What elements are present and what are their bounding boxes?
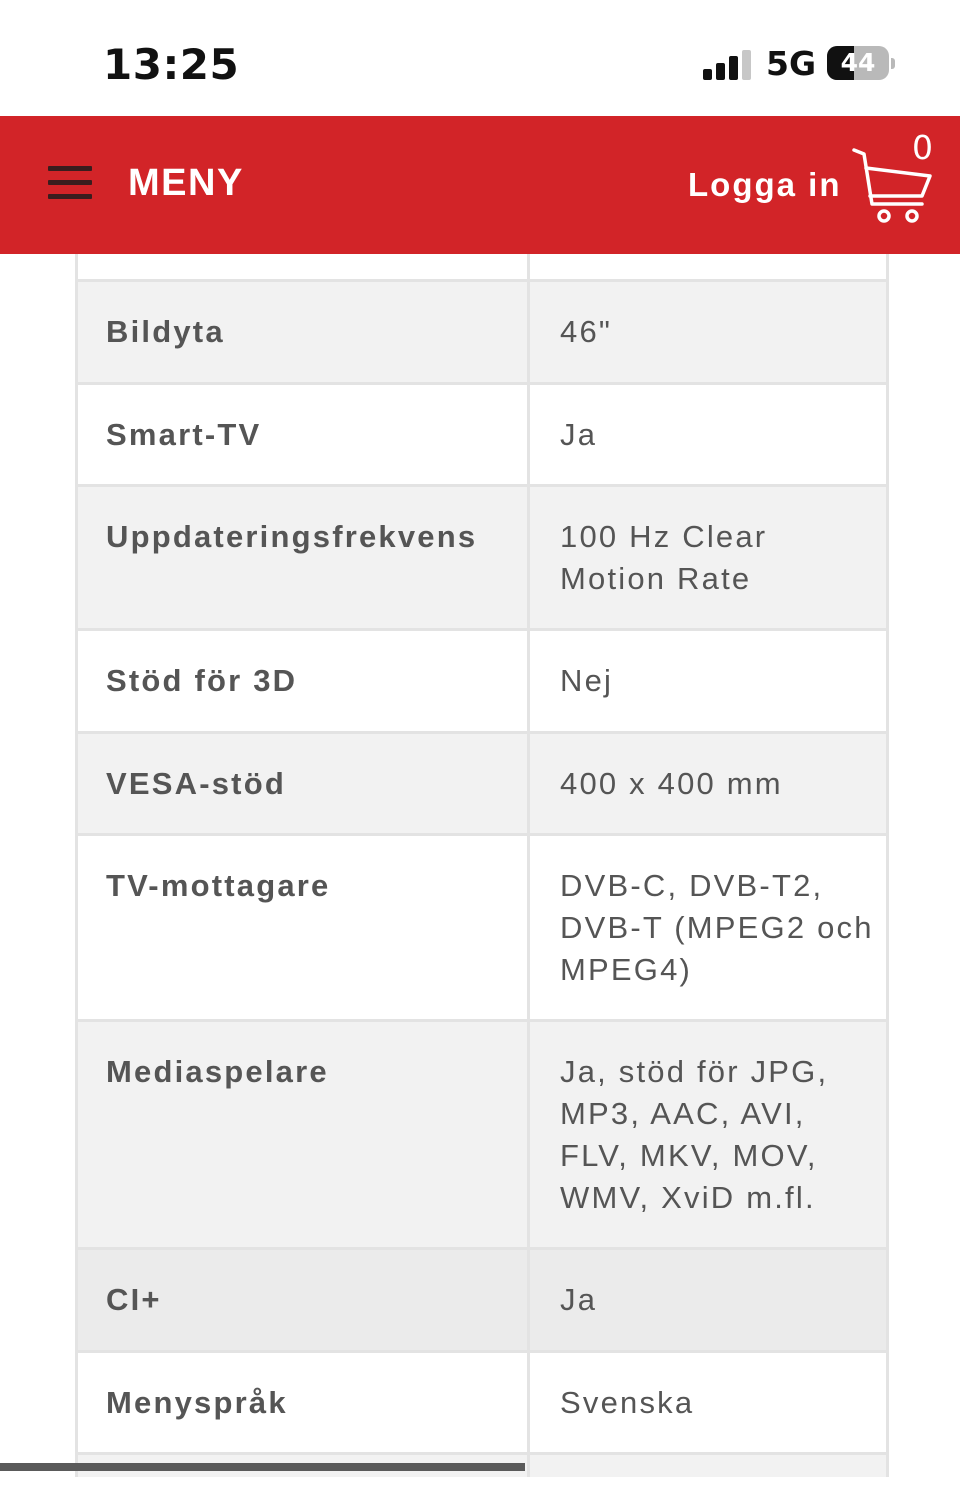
spec-value: 100 Hz Clear Motion Rate	[529, 485, 888, 629]
status-time: 13:25	[103, 40, 240, 89]
site-header	[0, 116, 960, 254]
spec-label: Smart-TV	[77, 383, 529, 485]
spec-label: CI+	[77, 1248, 529, 1351]
spec-label: Bildyta	[77, 280, 529, 383]
horizontal-scrollbar[interactable]	[0, 1463, 525, 1471]
table-row	[77, 383, 888, 485]
shopping-cart-icon	[850, 146, 934, 228]
cellular-signal-icon	[703, 50, 751, 80]
spec-label: Stöd för 3D	[77, 629, 529, 732]
spec-value-cell	[529, 254, 888, 280]
login-link[interactable]: Logga in	[688, 166, 842, 203]
battery-icon	[827, 46, 889, 80]
spec-label: Mediaspelare	[77, 1020, 529, 1248]
cart-button[interactable]	[850, 128, 940, 238]
battery-level: 44	[840, 48, 876, 77]
status-bar	[0, 0, 960, 116]
spec-value: Svenska	[529, 1351, 888, 1453]
table-row	[77, 485, 888, 629]
table-row	[77, 280, 888, 383]
spec-value: Ja	[529, 383, 888, 485]
hamburger-icon[interactable]	[48, 166, 92, 200]
spec-table	[75, 254, 889, 1485]
table-row	[77, 1248, 888, 1351]
network-type: 5G	[766, 44, 817, 83]
spec-label: Uppdateringsfrekvens	[77, 485, 529, 629]
table-row	[77, 1020, 888, 1248]
spec-value: 400 x 400 mm	[529, 732, 888, 834]
spec-value: Ja, stöd för JPG, MP3, AAC, AVI, FLV, MKV, MOV, WMV, XviD m.fl.	[529, 1020, 888, 1248]
spec-label-cell	[77, 254, 529, 280]
menu-button[interactable]: MENY	[128, 162, 244, 204]
page-bottom-edge	[0, 1477, 960, 1485]
cart-count-badge: 0	[912, 128, 933, 167]
battery-tip	[891, 58, 895, 69]
table-row	[77, 834, 888, 1020]
table-row	[77, 732, 888, 834]
table-row	[77, 1351, 888, 1453]
spec-label: Menyspråk	[77, 1351, 529, 1453]
table-row-cut-off	[77, 254, 888, 280]
table-row	[77, 629, 888, 732]
spec-label: TV-mottagare	[77, 834, 529, 1020]
spec-value: 46"	[529, 280, 888, 383]
spec-value: DVB-C, DVB-T2, DVB-T (MPEG2 och MPEG4)	[529, 834, 888, 1020]
spec-value: Ja	[529, 1248, 888, 1351]
spec-value: Nej	[529, 629, 888, 732]
spec-label: VESA-stöd	[77, 732, 529, 834]
